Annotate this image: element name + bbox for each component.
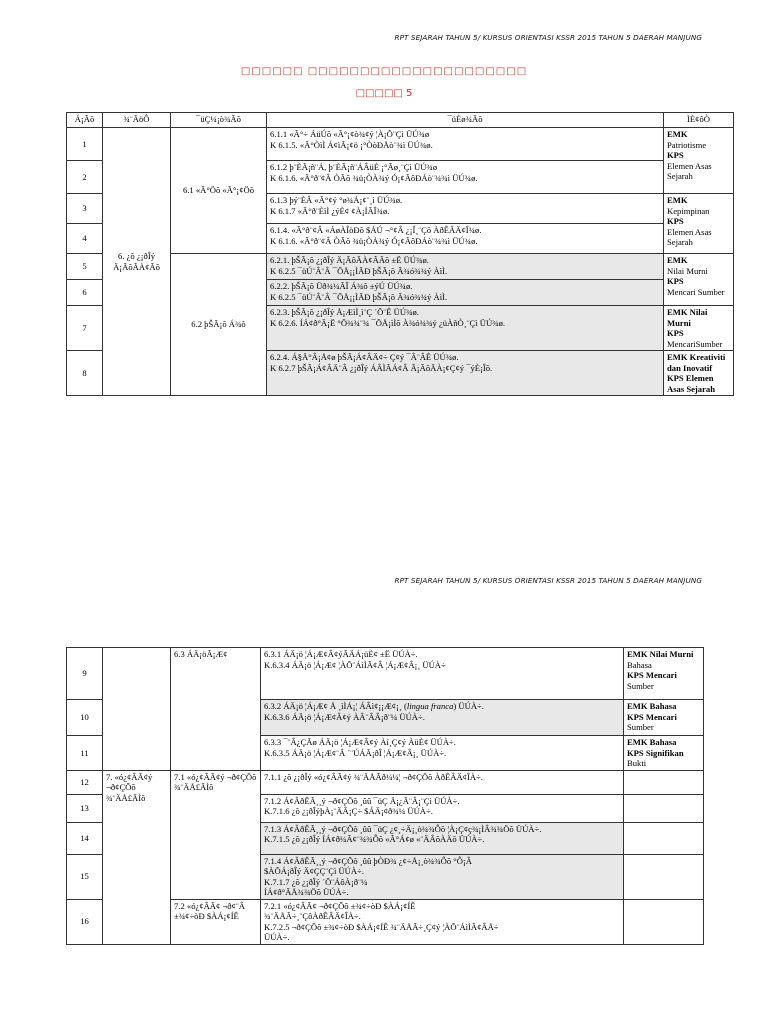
learning-standard-cell: [261, 854, 624, 899]
learning-standard-line: K.6.3.6 ÁÄ¡ö ¦Á¡Æ¢Â¢ý ÀÂ¨ÂÂ¡ð¨¼ ÜÚÀ÷.: [264, 711, 425, 722]
notes-cell: [664, 128, 734, 194]
theme-cell: [103, 648, 171, 771]
learning-standard-cell: [261, 648, 624, 700]
learning-standard-line: 6.3.3 ¯¨Â¿ÇÃø ÁÄ¡ö ¦Á¡Æ¢Â¢ý Àí¸Ç¢ý ÀüÈ¢ ÜÚÀ÷.: [264, 737, 456, 747]
notes-line: Nilai Murni: [667, 265, 708, 276]
week-cell: 14: [67, 822, 103, 854]
learning-standard-line: 6.2.3. þŠÃ¡õ ¿¡ðÎý Å¡ÆìÌ¸ì¨Ç ´Õ¨Ê ÜÚ¾ø.: [270, 307, 419, 317]
learning-standard-line: K 6.1.7 «Ã°ð¨ÈìÌ ¿ýÈ¢ ¢À¡ÍÃÎ¾ø.: [270, 205, 390, 216]
learning-standard-cell: [267, 194, 664, 224]
week-cell: 4: [67, 224, 103, 254]
header-notes: ÌÈ¢ôÒ: [664, 113, 734, 128]
notes-line: KPS Mencari: [627, 670, 677, 680]
learning-standard-line: K 6.2.7 þŠÃ¡Á¢ÂÄ¨Â ¿¡ðÎý ÁÂÌÃÁ¢Â Ã¡ÃõÃÀ¡¢Ç¢ý ¯ýÈ¡Îõ.: [270, 362, 493, 373]
notes-cell: [624, 899, 704, 944]
notes-cell: [624, 770, 704, 794]
subtopic-cell: 6.3 ÁÄ¡öÃ¡Æ¢: [171, 648, 261, 771]
notes-line: Bukti: [627, 758, 647, 768]
learning-standard-line: K 6.2.6. ÍÁ¢ð°Ã¡Ë °Õ¾¾¨¾ ¯ÕÅ¡ìÌõ À¾ó¾¾ý ¿üÀñÒ¸¨Çì ÜÚ¾ø.: [270, 317, 506, 328]
notes-line: Kepimpinan: [667, 205, 710, 216]
notes-line: KPS Mencari: [627, 711, 677, 722]
learning-standard-cell: [261, 794, 624, 822]
notes-line: EMK Nilai Murni: [667, 307, 708, 328]
learning-standard-line: 6.1.4. «Ã°ð¨¢Â «ÁøÀÎòÐõ $ÁÚ ¬°¢Â ¿¡Î¸¨Çõ ÀðÊÂÄ¢Î¾ø.: [270, 225, 482, 235]
week-cell: 3: [67, 194, 103, 224]
week-cell: 8: [67, 351, 103, 396]
rpt-table-part-2: [66, 647, 704, 945]
learning-standard-line: K 6.2.5 ¯üÚ¨Â¨Â ¯ÕÅ¡¡ÌÃÐ þŠÃ¡õ Ã¾ó¾¾ý ÀìÌ.: [270, 291, 448, 302]
notes-cell: [624, 854, 704, 899]
learning-standard-line: K 6.1.6. «Ã°ð¨¢Â ÒÃõ ¾ü¡ÒÀ¾ý Ó¡¢ÃôÐÁò¨¾¾ì ÜÚ¾ø.: [270, 235, 478, 246]
page-header-note: RPT SEJARAH TAHUN 5/ KURSUS ORIENTASI KSSR 2015 TAHUN 5 DAERAH MANJUNG: [394, 576, 702, 585]
week-cell: 1: [67, 128, 103, 161]
learning-standard-line: 6.2.2. þŠÃ¡õ Üð¾¼ÃÎ Á¾õ ±ýÚ ÜÚ¾ø.: [270, 281, 413, 291]
week-cell: 13: [67, 794, 103, 822]
notes-line: Bahasa: [627, 659, 652, 670]
learning-standard-line: ÜÚÀ÷.: [264, 932, 290, 942]
notes-line: KPS: [667, 150, 684, 160]
notes-line: KPS Elemen Asas Sejarah: [667, 373, 715, 394]
learning-standard-cell: [261, 822, 624, 854]
learning-standard-line: K.7.2.5 ¬ð¢ÇÕõ ±¾¢÷òÐ $ÀÁ¡¢ÍÊ ¾¨ÄÅÃ÷¸Ç¢ý ¦ÀÕ¨ÁìÌÃ¢ÂÅ÷: [264, 921, 499, 932]
notes-line: Patriotisme: [667, 139, 707, 150]
notes-line: EMK Kreativiti dan Inovatif: [667, 352, 726, 373]
header-week: Á¡Ãõ: [67, 113, 103, 128]
notes-line: EMK: [667, 129, 688, 139]
notes-cell: [664, 351, 734, 396]
subtopic-cell: 7.2 «ó¿¢ÂÃ¢ ¬ð¢¨Â ±¾¢÷òÐ $ÀÁ¡¢ÍÊ: [171, 899, 261, 944]
week-cell: 2: [67, 161, 103, 194]
learning-standard-line: 6.3.1 ÁÄ¡ö ¦Á¡Æ¢Â¢ýÃÄÁ¡üÈ¢ ±Ë ÜÚÀ÷.: [264, 649, 418, 659]
subtopic-cell: 7.1 «ó¿¢ÂÃ¢ý ¬ð¢ÇÕõ ¾¨ÄÅ£ÃÌõ: [171, 770, 261, 899]
learning-standard-line: $ÀÕÁ¡ðÎý Ä¢ÇÇ¨Çì ÜÚÀ÷.: [264, 866, 364, 876]
learning-standard-line: 6.3.2 ÁÄ¡ö ¦Á¡Æ¢ Å ¸ìÌÁ¡¦ ÁÂì¢¡¡Æ¢¡¸ (lingua franca) ÜÚÀ÷.: [264, 701, 484, 711]
learning-standard-cell: [267, 224, 664, 254]
notes-cell: [624, 794, 704, 822]
document-subtitle: □□□□□ 5: [355, 88, 413, 99]
week-cell: 15: [67, 854, 103, 899]
learning-standard-line: 7.2.1 «ó¿¢ÂÃ¢ ¬ð¢ÇÕõ ±¾¢÷òÐ $ÀÁ¡¢ÍÊ: [264, 900, 416, 911]
learning-standard-cell: [261, 899, 624, 944]
learning-standard-line: 6.2.4. Á§Ä°Â¡Å¢ø þŠÃ¡Á¢ÂÄ¢÷ Ç¢ý ¯Â¨ÂÊ ÜÚ¾ø.: [270, 352, 459, 362]
learning-standard-line: 6.1.2 þ¨ÈÃ¡ñ¨Á, þ¨ÈÃ¡ñ¨ÁÂüÈ ¡°Ãø¸¨Çì ÜÚ¾ø: [270, 162, 438, 172]
notes-line: Elemen Asas Sejarah: [667, 160, 712, 181]
learning-standard-line: ¾¨ÄÅÃ÷¸¨ÇôÀðÊÂÄ¢ÎÀ÷.: [264, 911, 361, 921]
learning-standard-line: K.6.3.5 ÁÄ¡ö ¦Á¡Æ¢¨Â ´¨ÚÁÃ¡ðÎ ¦Á¡Æ¢Â¡¸ ÜÚÀ÷.: [264, 747, 447, 758]
header-content-standard: ¯üÇ¼¡ò¾Ãõ: [171, 113, 267, 128]
learning-standard-cell: [261, 700, 624, 736]
notes-line: EMK Bahasa: [627, 737, 677, 747]
notes-line: Sumber: [627, 680, 654, 691]
notes-cell: [624, 648, 704, 700]
learning-standard-line: 7.1.3 Á¢ÂðÊÃ¸¸ý ¬ð¢ÇÕõ ¸ûû ¯üÇ ¿¢¸÷Ä¡¸ò¾¾Ôõ ¦À¡Ç¢ç¾¡ÌÂ¾¾Öõ ÜÚÀ÷.: [264, 823, 542, 834]
notes-line: KPS: [667, 216, 684, 226]
week-cell: 6: [67, 280, 103, 306]
notes-line: EMK: [667, 255, 688, 265]
notes-cell: [664, 194, 734, 254]
learning-standard-cell: [261, 770, 624, 794]
notes-line: EMK Nilai Murni: [627, 649, 694, 659]
learning-standard-cell: [267, 128, 664, 161]
rpt-table-part-1: [66, 112, 734, 396]
notes-line: MencariSumber: [667, 338, 723, 349]
learning-standard-cell: [267, 254, 664, 280]
table-header-row: [67, 113, 734, 128]
subtopic-cell: 6.1 «Ã°Öõ «Ã°¡¢Öõ: [171, 128, 267, 254]
week-cell: 11: [67, 736, 103, 771]
notes-line: KPS: [667, 276, 684, 286]
week-cell: 9: [67, 648, 103, 700]
week-cell: 7: [67, 306, 103, 351]
table-row: [67, 648, 704, 700]
learning-standard-line: 6.1.3 þý¨ÈÂ «Ã°¢ý °ø¾Á¡¢¨¸ì ÜÚ¾ø.: [270, 195, 403, 205]
week-cell: 16: [67, 899, 103, 944]
table-row: [67, 128, 734, 161]
learning-standard-line: K.7.1.7 ¿õ ¿¡ðÎý ´Õ¨ÁôÀ¡ð¨¼: [264, 876, 368, 887]
learning-standard-line: 7.1.2 Á¢ÂðÊÃ¸¸ý ¬ð¢ÇÕõ ¸ûû ¯üÇ Ä¡¿Ã¨Â¡¨Çì ÜÚÀ÷.: [264, 795, 460, 806]
notes-cell: [624, 700, 704, 736]
notes-cell: [664, 306, 734, 351]
notes-cell: [624, 822, 704, 854]
notes-line: EMK Bahasa: [627, 701, 677, 711]
learning-standard-line: K 6.1.6. «Ã°ð¨¢Â ÒÃõ ¾ü¡ÒÀ¾ý Ó¡¢ÃôÐÁò¨¾¾ì ÜÚ¾ø.: [270, 172, 478, 183]
notes-line: Sumber: [627, 722, 654, 732]
learning-standard-line: K.7.1.6 ¿õ ¿¡ðÎýþÀ¡¨ÄÂ¡Ç÷ $ÁÄ¡¢ð¾¼ ÜÚÀ÷.: [264, 806, 433, 816]
notes-line: KPS Signifikan: [627, 747, 684, 758]
learning-standard-line: 7.1.4 Á¢ÂðÊÃ¸¸ý ¬ð¢ÇÕõ ¸ûû þÒÐ¾ ¿¢÷Å¡¸ò¾¾Ôõ °Ô¡Â: [264, 855, 473, 866]
week-cell: 10: [67, 700, 103, 736]
document-title: □□□□□□ □□□□□□□□□□□□□□□□□□□□□: [240, 66, 528, 77]
notes-cell: [664, 254, 734, 306]
theme-cell: 7. «ó¿¢ÂÃ¢ý ¬ð¢ÇÕõ ¾¨ÄÅ£ÃÌõ: [103, 770, 171, 944]
table-row: [67, 770, 704, 794]
learning-standard-cell: [267, 280, 664, 306]
week-cell: 5: [67, 254, 103, 280]
notes-cell: [624, 736, 704, 771]
header-theme: ¾¨ÃöÔ: [103, 113, 171, 128]
theme-cell: 6. ¿õ ¿¡ðÎý Ä¡ÃõÃÀ¢Ãõ: [103, 128, 171, 396]
lingua-franca-term: lingua franca: [406, 701, 454, 711]
learning-standard-cell: [261, 736, 624, 771]
learning-standard-cell: [267, 351, 664, 396]
learning-standard-line: ÍÁ¢ð°ÃÅ¾¾Öõ ÜÚÀ÷.: [264, 887, 349, 897]
learning-standard-line: 6.2.1. þŠÃ¡õ ¿¡ðÎý Ä¡ÃõÃÀ¢ÃÃõ ±Ë ÜÚ¾ø.: [270, 255, 429, 265]
learning-standard-cell: [267, 306, 664, 351]
subtopic-cell: 6.2 þŠÃ¡õ Á¾õ: [171, 254, 267, 396]
learning-standard-line: 6.1.1 «Ã°÷ ÁüÚõ «Ã°¡¢ò¾¢ý ¦À¡Õ¨Çì ÜÚ¾ø: [270, 129, 430, 139]
learning-standard-cell: [267, 161, 664, 194]
notes-line: EMK: [667, 195, 688, 205]
learning-standard-line: K 6.1.5. «Ã°ÒìÌ Á¢ìÃ¡¢ö ¡°ÒòÐÅò¨¾ì ÜÚ¾ø.: [270, 139, 433, 150]
header-learning-standard: ¯üÈø¾Ãõ: [267, 113, 664, 128]
learning-standard-line: K.7.1.5 ¿õ ¿¡ðÎý ÍÁ¢ð¼Ã¢¨¾¾Ôõ «Ã°Á¢ø «¨ÄÂõÀÄõ ÜÚÀ÷.: [264, 834, 485, 844]
learning-standard-line: K 6.2.5 ¯üÚ¨Â¨Â ¯ÕÅ¡¡ÌÃÐ þŠÃ¡õ Ã¾ó¾¾ý ÀìÌ.: [270, 265, 448, 276]
notes-line: Elemen Asas Sejarah: [667, 226, 712, 247]
learning-standard-line: K.6.3.4 ÁÄ¡ö ¦Á¡Æ¢ ¦ÀÕ¨ÁìÌÃ¢Â ¦Á¡Æ¢Â¡¸ ÜÚÀ÷: [264, 659, 446, 670]
notes-line: KPS: [667, 328, 684, 338]
week-cell: 12: [67, 770, 103, 794]
learning-standard-line: 7.1.1 ¿õ ¿¡ðÎý «ó¿¢ÂÃ¢ý ¾¨ÄÅÃð¼¼¦ ¬ð¢ÇÕõ ÀðÊÂÄ¢ÎÀ÷.: [264, 771, 483, 782]
notes-line: Mencari Sumber: [667, 286, 725, 297]
page-header-note: RPT SEJARAH TAHUN 5/ KURSUS ORIENTASI KSSR 2015 TAHUN 5 DAERAH MANJUNG: [394, 33, 702, 42]
